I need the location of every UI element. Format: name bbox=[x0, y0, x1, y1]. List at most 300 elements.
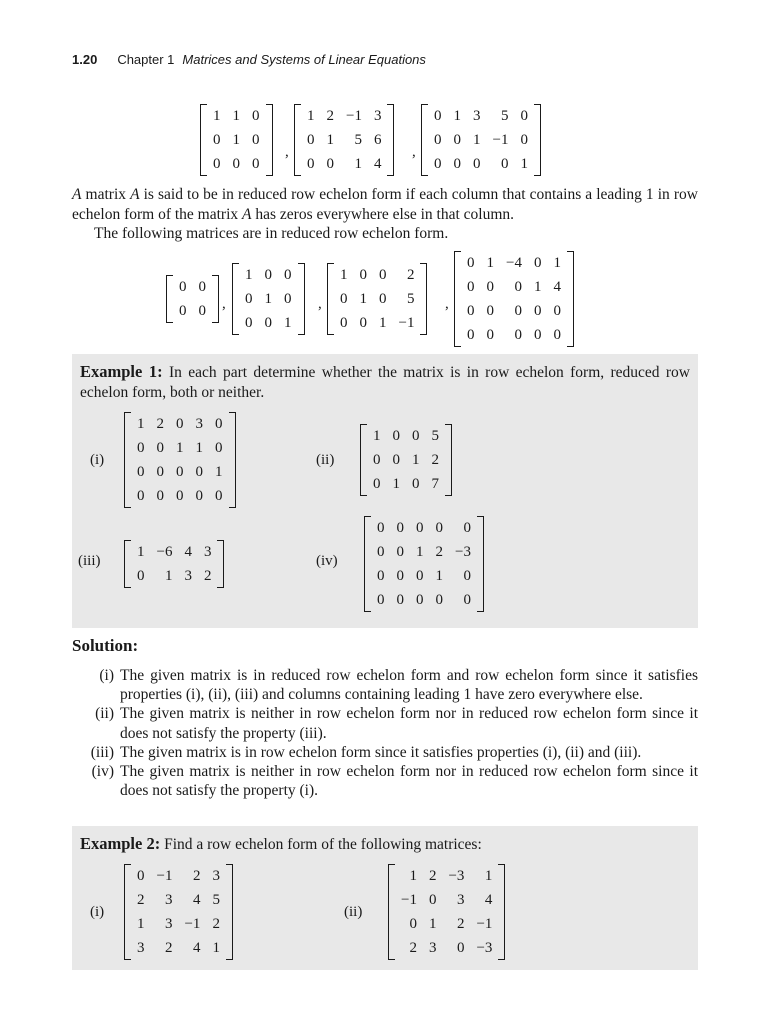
comma: , bbox=[222, 296, 226, 312]
left-bracket bbox=[124, 412, 131, 508]
matrix-entry: 0 bbox=[252, 156, 260, 172]
matrix-entry: 0 bbox=[428, 892, 437, 908]
matrix-entry: −1 bbox=[398, 315, 415, 331]
matrix-entry: 0 bbox=[137, 464, 145, 480]
matrix-row bbox=[334, 287, 420, 311]
right-bracket bbox=[212, 275, 219, 323]
matrix-grid bbox=[131, 864, 226, 960]
matrix-entry: 1 bbox=[392, 476, 400, 492]
solution-item-text: The given matrix is in row echelon form since it satisfies properties (i), (ii) and (iii). bbox=[120, 743, 642, 761]
matrix-entry: 0 bbox=[373, 476, 381, 492]
matrix-entry: 0 bbox=[533, 303, 542, 319]
example-2-label: Example 2: bbox=[80, 834, 161, 853]
matrix bbox=[364, 516, 484, 612]
matrix-entry: 0 bbox=[392, 452, 400, 468]
matrix-row bbox=[207, 128, 266, 152]
matrix-entry: 0 bbox=[377, 520, 385, 536]
matrix-row bbox=[428, 152, 534, 176]
matrix-grid bbox=[131, 412, 229, 508]
matrix-entry: 0 bbox=[416, 520, 424, 536]
matrix-entry: 0 bbox=[213, 132, 221, 148]
matrix-entry: 2 bbox=[456, 916, 465, 932]
matrix-entry: 3 bbox=[373, 108, 382, 124]
matrix-entry: −6 bbox=[156, 544, 173, 560]
right-bracket bbox=[445, 424, 452, 496]
solution-item-number: (iii) bbox=[90, 743, 114, 761]
solution-item-text: The given matrix is neither in row echelon form nor in reduced row echelon form since it does not satisfy the property (iii). bbox=[120, 705, 698, 742]
left-bracket bbox=[454, 251, 461, 347]
matrix-entry: 0 bbox=[533, 327, 542, 343]
left-bracket bbox=[200, 104, 207, 176]
matrix-row bbox=[334, 263, 420, 287]
left-bracket bbox=[232, 263, 239, 335]
matrix-entry: 0 bbox=[467, 327, 475, 343]
matrix-entry: 3 bbox=[428, 940, 437, 956]
matrix-entry: 1 bbox=[326, 132, 334, 148]
matrix-row bbox=[131, 484, 229, 508]
matrix-row bbox=[239, 287, 298, 311]
solution-item-text: The given matrix is in reduced row echelon form and row echelon form since it satisfies properties (i), (ii), (iii) and columns containing leading 1 have zero everywhere else. bbox=[120, 667, 698, 704]
matrix-entry: −1 bbox=[476, 916, 493, 932]
right-bracket bbox=[226, 864, 233, 960]
matrix-entry: 1 bbox=[379, 315, 387, 331]
matrix-entry: 0 bbox=[232, 156, 240, 172]
solution-title: Solution: bbox=[72, 636, 139, 655]
example-2-text: Find a row echelon form of the following matrices: bbox=[164, 836, 482, 853]
matrix-entry: 0 bbox=[179, 303, 187, 319]
matrix-entry: 2 bbox=[156, 416, 164, 432]
example-2-prompt bbox=[80, 834, 690, 855]
matrix-entry: 0 bbox=[486, 327, 494, 343]
matrix-row bbox=[428, 104, 534, 128]
matrix-entry: −1 bbox=[156, 868, 173, 884]
matrix-entry: −3 bbox=[448, 868, 465, 884]
matrix-entry: 1 bbox=[486, 255, 494, 271]
matrix-entry: 0 bbox=[434, 108, 442, 124]
matrix-entry: 0 bbox=[326, 156, 334, 172]
matrix-entry: 0 bbox=[198, 303, 206, 319]
right-bracket bbox=[420, 263, 427, 335]
matrix-row bbox=[173, 299, 212, 323]
comma: , bbox=[412, 144, 416, 160]
matrix-entry: 0 bbox=[412, 428, 420, 444]
matrix-entry: 0 bbox=[434, 132, 442, 148]
matrix-entry: 3 bbox=[203, 544, 212, 560]
matrix-entry: 0 bbox=[379, 267, 387, 283]
matrix-entry: 1 bbox=[473, 132, 481, 148]
matrix-entry: 2 bbox=[192, 868, 201, 884]
matrix-entry: 1 bbox=[137, 916, 145, 932]
matrix-row bbox=[207, 104, 266, 128]
matrix-entry: 5 bbox=[431, 428, 439, 444]
matrix-entry: 3 bbox=[456, 892, 465, 908]
matrix-entry: 0 bbox=[514, 327, 522, 343]
matrix-entry: 0 bbox=[435, 592, 443, 608]
matrix-entry: 0 bbox=[467, 279, 475, 295]
matrix-entry: 0 bbox=[215, 488, 223, 504]
matrix-entry: 0 bbox=[434, 156, 442, 172]
matrix-entry: 1 bbox=[453, 108, 461, 124]
matrix-row bbox=[395, 936, 498, 960]
matrix-entry: 0 bbox=[359, 267, 367, 283]
matrix-entry: 1 bbox=[373, 428, 381, 444]
matrix-entry: 1 bbox=[137, 544, 145, 560]
matrix-entry: 2 bbox=[164, 940, 173, 956]
matrix-entry: 0 bbox=[215, 416, 223, 432]
matrix-entry: 5 bbox=[354, 132, 362, 148]
matrix-entry: 6 bbox=[373, 132, 382, 148]
matrix-row bbox=[301, 104, 387, 128]
right-bracket bbox=[477, 516, 484, 612]
matrix-grid bbox=[428, 104, 534, 176]
matrix-entry: 0 bbox=[416, 568, 424, 584]
left-bracket bbox=[360, 424, 367, 496]
matrix-entry: 0 bbox=[176, 464, 184, 480]
matrix-entry: 1 bbox=[340, 267, 348, 283]
matrix-row bbox=[367, 424, 445, 448]
matrix-entry: 0 bbox=[176, 416, 184, 432]
matrix-entry: 0 bbox=[340, 315, 348, 331]
matrix-entry: 0 bbox=[137, 868, 145, 884]
matrix-entry: 0 bbox=[463, 568, 471, 584]
matrix-entry: 0 bbox=[179, 279, 187, 295]
matrix-entry: 5 bbox=[212, 892, 220, 908]
matrix-entry: 0 bbox=[435, 520, 443, 536]
matrix-entry: 1 bbox=[232, 132, 240, 148]
right-bracket bbox=[387, 104, 394, 176]
matrix-entry: 0 bbox=[409, 916, 417, 932]
matrix-entry: 3 bbox=[212, 868, 220, 884]
matrix-grid bbox=[239, 263, 298, 335]
chapter-label: Chapter 1 bbox=[117, 52, 175, 67]
rref-definition bbox=[72, 185, 698, 244]
matrix bbox=[454, 251, 574, 347]
comma: , bbox=[285, 144, 289, 160]
matrix-entry: 0 bbox=[245, 315, 253, 331]
matrix-entry: 1 bbox=[412, 452, 420, 468]
matrix-entry: 4 bbox=[373, 156, 382, 172]
matrix bbox=[124, 540, 224, 588]
example-2-box bbox=[72, 826, 698, 970]
matrix bbox=[294, 104, 394, 176]
matrix-row bbox=[239, 263, 298, 287]
matrix-grid bbox=[173, 275, 212, 323]
matrix-entry: 0 bbox=[195, 464, 203, 480]
right-bracket bbox=[498, 864, 505, 960]
matrix-entry: 0 bbox=[396, 568, 404, 584]
matrix-entry: 1 bbox=[232, 108, 240, 124]
chapter-title: Matrices and Systems of Linear Equations bbox=[182, 52, 426, 67]
matrix-entry: −4 bbox=[506, 255, 522, 271]
matrix-entry: 2 bbox=[431, 452, 439, 468]
matrix-entry: 0 bbox=[377, 568, 385, 584]
solution-list bbox=[72, 666, 698, 800]
matrix-entry: 0 bbox=[284, 291, 292, 307]
matrix-row bbox=[131, 412, 229, 436]
matrix-entry: 0 bbox=[520, 132, 528, 148]
matrix-entry: 0 bbox=[359, 315, 367, 331]
matrix-entry: 1 bbox=[195, 440, 203, 456]
matrix-entry: 1 bbox=[359, 291, 367, 307]
solution-item-number: (iv) bbox=[91, 763, 114, 781]
matrix-entry: 0 bbox=[463, 520, 471, 536]
matrix-entry: 1 bbox=[409, 868, 417, 884]
matrix-entry: 5 bbox=[406, 291, 415, 307]
matrix-entry: 0 bbox=[379, 291, 387, 307]
matrix-grid bbox=[461, 251, 567, 347]
part-label: (i) bbox=[90, 452, 105, 468]
matrix-row bbox=[131, 936, 226, 960]
matrix-entry: 1 bbox=[264, 291, 272, 307]
matrix-row bbox=[461, 275, 567, 299]
left-bracket bbox=[327, 263, 334, 335]
comma: , bbox=[318, 296, 322, 312]
right-bracket bbox=[266, 104, 273, 176]
matrix-grid bbox=[395, 864, 498, 960]
matrix-row bbox=[207, 152, 266, 176]
matrix-entry: 2 bbox=[212, 916, 220, 932]
example-1-text: In each part determine whether the matrix is in row echelon form, reduced row echelon form, both or neither. bbox=[80, 364, 690, 401]
matrix-entry: 2 bbox=[428, 868, 437, 884]
matrix-entry: 0 bbox=[453, 156, 461, 172]
solution-item-number: (ii) bbox=[95, 705, 114, 723]
matrix-entry: 3 bbox=[184, 568, 192, 584]
matrix-entry: 1 bbox=[176, 440, 184, 456]
matrix-entry: 0 bbox=[456, 940, 465, 956]
matrix-entry: 1 bbox=[212, 940, 220, 956]
left-bracket bbox=[124, 864, 131, 960]
matrix-entry: 2 bbox=[409, 940, 417, 956]
matrix-grid bbox=[334, 263, 420, 335]
matrix-row bbox=[131, 864, 226, 888]
matrix-entry: 5 bbox=[500, 108, 509, 124]
matrix-entry: 0 bbox=[176, 488, 184, 504]
matrix-row bbox=[395, 888, 498, 912]
matrix-row bbox=[173, 275, 212, 299]
right-bracket bbox=[298, 263, 305, 335]
matrix-entry: 1 bbox=[354, 156, 362, 172]
matrix-entry: 1 bbox=[284, 315, 292, 331]
matrix-entry: 1 bbox=[215, 464, 223, 480]
matrix-entry: 0 bbox=[340, 291, 348, 307]
solution-item bbox=[72, 743, 698, 762]
matrix-row bbox=[461, 299, 567, 323]
matrix-grid bbox=[367, 424, 445, 496]
matrix-row bbox=[131, 460, 229, 484]
matrix-row bbox=[395, 864, 498, 888]
matrix-entry: 3 bbox=[137, 940, 145, 956]
matrix-entry: −1 bbox=[184, 916, 201, 932]
matrix-entry: 0 bbox=[137, 488, 145, 504]
matrix-entry: 1 bbox=[307, 108, 315, 124]
matrix-entry: 0 bbox=[252, 132, 260, 148]
matrix bbox=[200, 104, 273, 176]
matrix-entry: 1 bbox=[484, 868, 493, 884]
matrix-entry: 0 bbox=[463, 592, 471, 608]
right-bracket bbox=[567, 251, 574, 347]
matrix bbox=[166, 275, 219, 323]
matrix-entry: 0 bbox=[486, 303, 494, 319]
matrix-entry: 0 bbox=[392, 428, 400, 444]
matrix-entry: 0 bbox=[307, 156, 315, 172]
matrix-entry: 1 bbox=[137, 416, 145, 432]
example-1-prompt bbox=[80, 362, 690, 402]
matrix-row bbox=[367, 448, 445, 472]
solution-item bbox=[72, 666, 698, 704]
matrix-grid bbox=[301, 104, 387, 176]
matrix-entry: 1 bbox=[416, 544, 424, 560]
example-1-box bbox=[72, 354, 698, 628]
matrix-entry: 0 bbox=[453, 132, 461, 148]
matrix-row bbox=[131, 888, 226, 912]
matrix-row bbox=[371, 516, 477, 540]
matrix-entry: 0 bbox=[156, 464, 164, 480]
matrix-entry: 2 bbox=[326, 108, 334, 124]
matrix-row bbox=[371, 564, 477, 588]
left-bracket bbox=[388, 864, 395, 960]
matrix-entry: 0 bbox=[198, 279, 206, 295]
right-bracket bbox=[534, 104, 541, 176]
matrix bbox=[124, 864, 233, 960]
part-label: (i) bbox=[90, 904, 105, 920]
matrix-entry: 0 bbox=[156, 440, 164, 456]
matrix-entry: 1 bbox=[553, 255, 561, 271]
matrix-row bbox=[131, 540, 217, 564]
matrix-entry: 0 bbox=[467, 303, 475, 319]
matrix-entry: 1 bbox=[533, 279, 542, 295]
matrix-row bbox=[301, 152, 387, 176]
matrix-grid bbox=[207, 104, 266, 176]
matrix-row bbox=[371, 540, 477, 564]
matrix-grid bbox=[131, 540, 217, 588]
matrix-entry: 4 bbox=[192, 892, 201, 908]
matrix-entry: 2 bbox=[435, 544, 443, 560]
matrix bbox=[124, 412, 236, 508]
matrix-entry: −3 bbox=[476, 940, 493, 956]
matrix bbox=[360, 424, 452, 496]
matrix-entry: 0 bbox=[377, 592, 385, 608]
matrix-entry: −1 bbox=[401, 892, 417, 908]
matrix bbox=[327, 263, 427, 335]
matrix-entry: 0 bbox=[500, 156, 509, 172]
rref-intro-text: The following matrices are in reduced row echelon form. bbox=[94, 225, 449, 242]
matrix-entry: −3 bbox=[455, 544, 471, 560]
matrix-row bbox=[461, 323, 567, 347]
matrix-entry: 0 bbox=[396, 592, 404, 608]
matrix-entry: 0 bbox=[213, 156, 221, 172]
matrix-entry: 7 bbox=[431, 476, 439, 492]
solution-item bbox=[72, 762, 698, 800]
matrix-entry: 0 bbox=[553, 327, 561, 343]
running-header bbox=[72, 52, 426, 67]
matrix-entry: 0 bbox=[137, 440, 145, 456]
matrix-row bbox=[461, 251, 567, 275]
matrix-entry: 0 bbox=[416, 592, 424, 608]
matrix-entry: 2 bbox=[406, 267, 415, 283]
matrix-entry: 0 bbox=[396, 544, 404, 560]
matrix-entry: 3 bbox=[473, 108, 481, 124]
matrix-entry: 0 bbox=[473, 156, 481, 172]
matrix-entry: 0 bbox=[412, 476, 420, 492]
matrix bbox=[232, 263, 305, 335]
matrix-row bbox=[395, 912, 498, 936]
matrix-row bbox=[239, 311, 298, 335]
matrix-row bbox=[334, 311, 420, 335]
matrix-entry: 0 bbox=[553, 303, 561, 319]
matrix-entry: 0 bbox=[396, 520, 404, 536]
matrix-entry: −1 bbox=[492, 132, 509, 148]
matrix-entry: 1 bbox=[435, 568, 443, 584]
matrix-entry: 0 bbox=[284, 267, 292, 283]
matrix-entry: 0 bbox=[245, 291, 253, 307]
page-number: 1.20 bbox=[72, 52, 98, 67]
example-1-label: Example 1: bbox=[80, 362, 163, 381]
solution-item-number: (i) bbox=[99, 667, 114, 684]
matrix-entry: 0 bbox=[514, 279, 522, 295]
matrix-row bbox=[131, 912, 226, 936]
matrix-row bbox=[367, 472, 445, 496]
matrix-entry: 3 bbox=[195, 416, 203, 432]
left-bracket bbox=[124, 540, 131, 588]
matrix-row bbox=[131, 436, 229, 460]
matrix-entry: 1 bbox=[164, 568, 173, 584]
part-label: (ii) bbox=[316, 452, 335, 468]
comma: , bbox=[445, 296, 449, 312]
matrix bbox=[421, 104, 541, 176]
matrix-entry: 3 bbox=[164, 892, 173, 908]
matrix-entry: −1 bbox=[346, 108, 362, 124]
left-bracket bbox=[364, 516, 371, 612]
matrix-row bbox=[371, 588, 477, 612]
matrix-entry: 3 bbox=[164, 916, 173, 932]
matrix-entry: 1 bbox=[428, 916, 437, 932]
matrix-entry: 1 bbox=[213, 108, 221, 124]
matrix-entry: 0 bbox=[264, 315, 272, 331]
matrix-entry: 4 bbox=[553, 279, 561, 295]
matrix-entry: 4 bbox=[192, 940, 201, 956]
matrix-entry: 0 bbox=[514, 303, 522, 319]
solution-item bbox=[72, 704, 698, 742]
matrix-entry: 0 bbox=[156, 488, 164, 504]
matrix-entry: 2 bbox=[137, 892, 145, 908]
matrix-grid bbox=[371, 516, 477, 612]
matrix-entry: 0 bbox=[377, 544, 385, 560]
part-label: (iv) bbox=[316, 553, 338, 569]
matrix-entry: 4 bbox=[184, 544, 192, 560]
solution-item-text: The given matrix is neither in row echelon form nor in reduced row echelon form since it does not satisfy the property (i). bbox=[120, 763, 698, 800]
matrix-entry: 0 bbox=[307, 132, 315, 148]
matrix bbox=[388, 864, 505, 960]
matrix-entry: 0 bbox=[264, 267, 272, 283]
matrix-entry: 1 bbox=[245, 267, 253, 283]
part-label: (iii) bbox=[78, 553, 101, 569]
matrix-row bbox=[428, 128, 534, 152]
matrix-entry: 1 bbox=[520, 156, 528, 172]
matrix-entry: 0 bbox=[467, 255, 475, 271]
right-bracket bbox=[229, 412, 236, 508]
part-label: (ii) bbox=[344, 904, 363, 920]
matrix-entry: 2 bbox=[203, 568, 212, 584]
right-bracket bbox=[217, 540, 224, 588]
matrix-entry: 4 bbox=[484, 892, 493, 908]
matrix-row bbox=[301, 128, 387, 152]
matrix-entry: 0 bbox=[486, 279, 494, 295]
matrix-entry: 0 bbox=[520, 108, 528, 124]
matrix-entry: 0 bbox=[252, 108, 260, 124]
matrix-entry: 0 bbox=[215, 440, 223, 456]
matrix-entry: 0 bbox=[195, 488, 203, 504]
left-bracket bbox=[421, 104, 428, 176]
